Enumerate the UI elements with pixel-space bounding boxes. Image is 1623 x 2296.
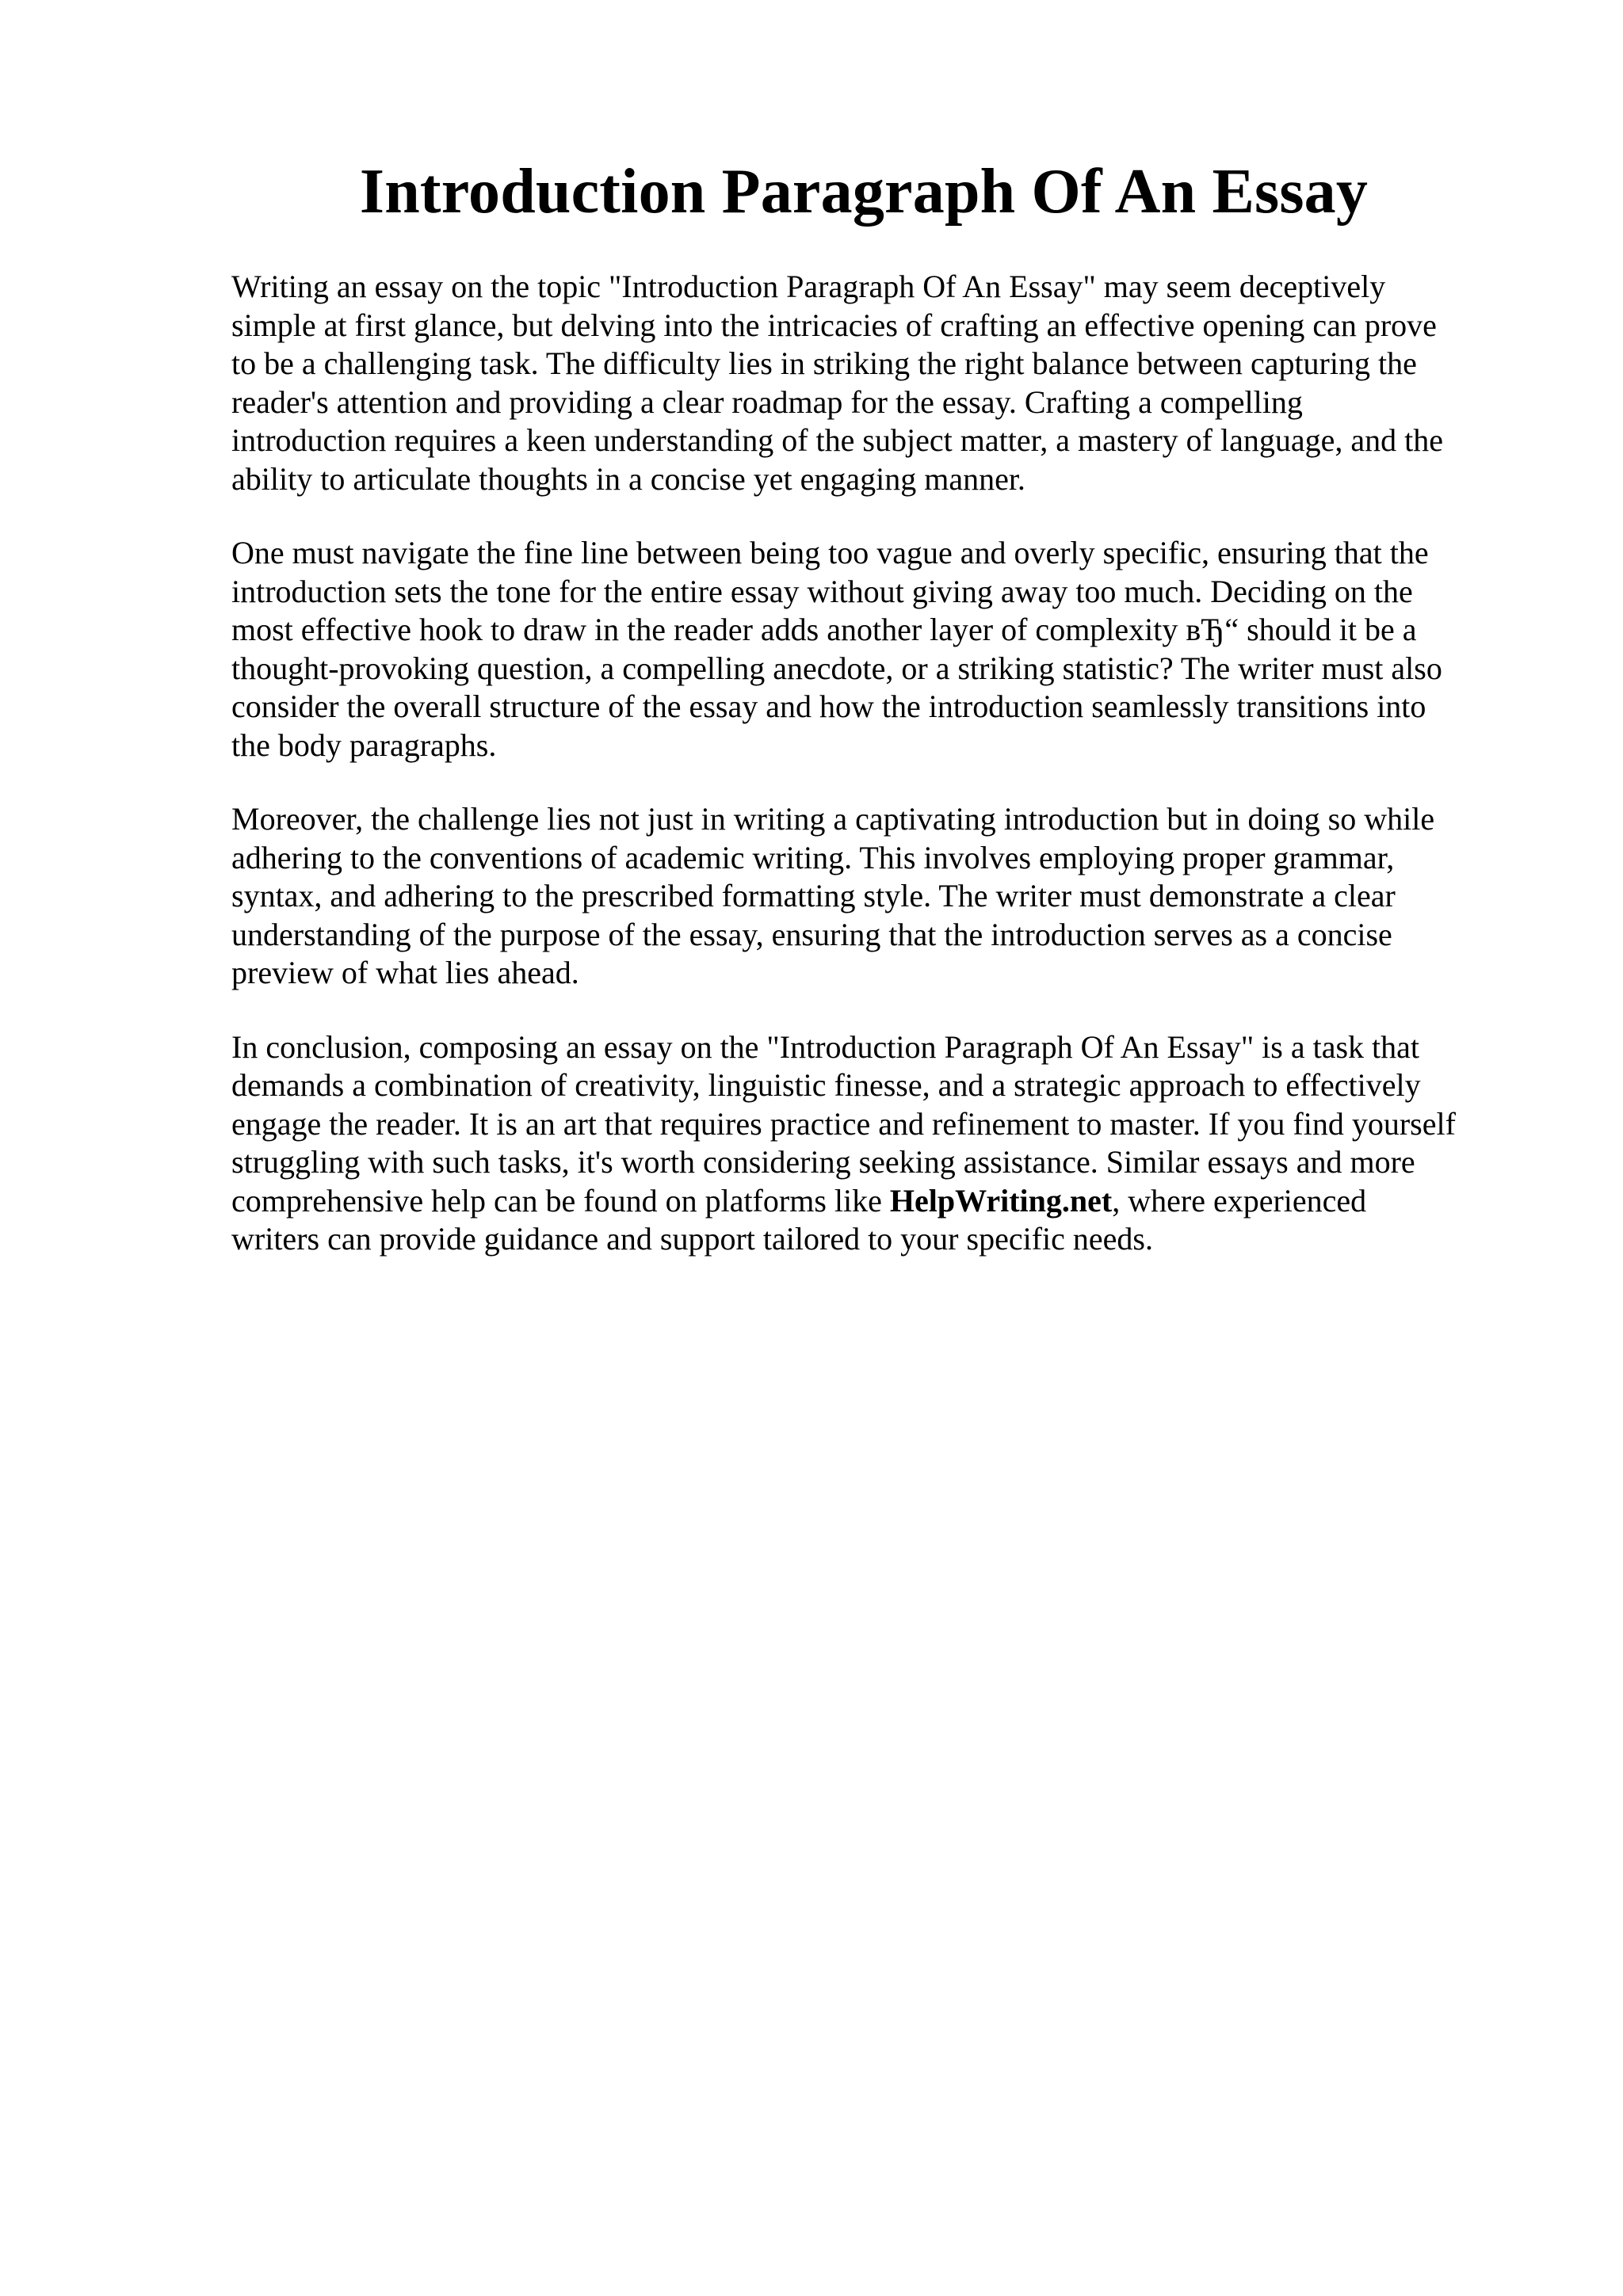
text-line: introduction sets the tone for the entire essay without giving away too much. Deciding on the [231, 573, 1413, 609]
page-title: Introduction Paragraph Of An Essay [359, 157, 1369, 227]
paragraph-2 [231, 534, 1515, 765]
text-line: One must navigate the fine line between being too vague and overly specific, ensuring that the [231, 535, 1429, 570]
text-line: adhering to the conventions of academic writing. This involves employing proper grammar, [231, 839, 1395, 875]
text-line: thought-provoking question, a compelling anecdote, or a striking statistic? The writer must also [231, 650, 1442, 686]
text-segment: comprehensive help can be found on platforms like [231, 1182, 890, 1219]
text-line: struggling with such tasks, it's worth considering seeking assistance. Similar essays and more [231, 1144, 1415, 1180]
paragraph-1 [231, 268, 1515, 498]
text-line: reader's attention and providing a clear roadmap for the essay. Crafting a compelling [231, 383, 1303, 420]
text-line: the body paragraphs. [231, 727, 497, 763]
text-line: introduction requires a keen understanding of the subject matter, a mastery of language, and the [231, 422, 1443, 458]
text-line: simple at first glance, but delving into the intricacies of crafting an effective opening can prove [231, 307, 1437, 343]
essay-body [231, 268, 1515, 1295]
text-line: writers can provide guidance and support tailored to your specific needs. [231, 1221, 1153, 1257]
text-line: understanding of the purpose of the essay, ensuring that the introduction serves as a concise [231, 916, 1392, 952]
paragraph-3 [231, 800, 1515, 993]
text-segment: , where experienced [1112, 1182, 1367, 1219]
text-line: to be a challenging task. The difficulty lies in striking the right balance between capturing the [231, 345, 1417, 381]
paragraph-conclusion [231, 1028, 1515, 1259]
text-line: most effective hook to draw in the reader adds another layer of complexity вЂ“ should it be a [231, 612, 1417, 647]
text-line-with-link [231, 1182, 1515, 1221]
text-line: Moreover, the challenge lies not just in writing a captivating introduction but in doing so while [231, 801, 1435, 837]
text-line: ability to articulate thoughts in a concise yet engaging manner. [231, 460, 1025, 497]
text-line: consider the overall structure of the essay and how the introduction seamlessly transitions into [231, 688, 1426, 724]
helpwriting-link[interactable]: HelpWriting.net [889, 1182, 1113, 1219]
text-line: preview of what lies ahead. [231, 955, 579, 990]
text-line: demands a combination of creativity, linguistic finesse, and a strategic approach to effectively [231, 1067, 1421, 1103]
text-line: In conclusion, composing an essay on the "Introduction Paragraph Of An Essay" is a task that [231, 1028, 1420, 1065]
text-line: Writing an essay on the topic "Introduction Paragraph Of An Essay" may seem deceptively [231, 269, 1386, 304]
text-line: syntax, and adhering to the prescribed formatting style. The writer must demonstrate a clear [231, 878, 1396, 913]
text-line: engage the reader. It is an art that requires practice and refinement to master. If you find yourself [231, 1105, 1456, 1142]
